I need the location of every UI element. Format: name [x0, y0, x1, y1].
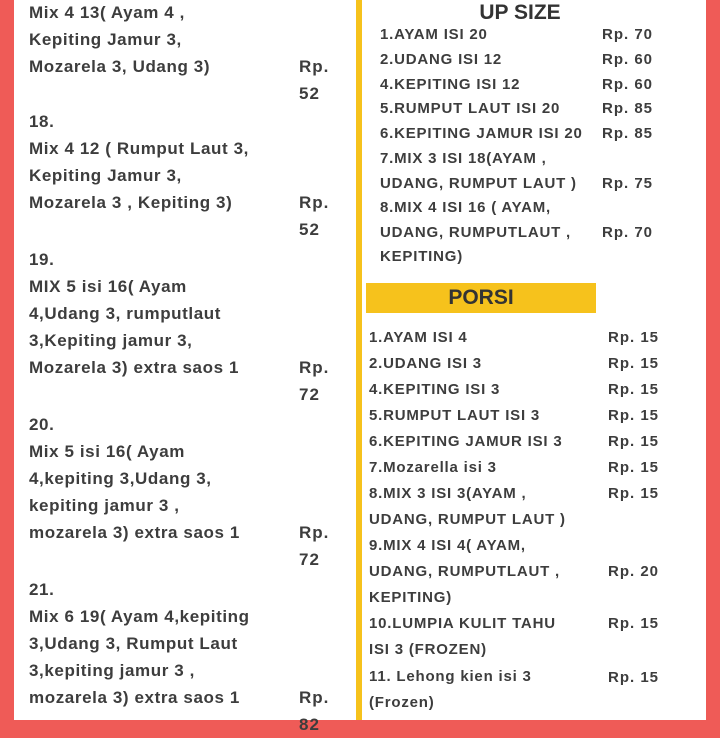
combo-description-line: kepiting jamur 3 , [29, 496, 180, 515]
porsi-item-price: Rp. 15 [608, 407, 660, 424]
porsi-item-line: KEPITING) [369, 589, 453, 606]
combo-number: 20. [29, 415, 55, 434]
upsize-title: UP SIZE [479, 1, 561, 24]
combo-description-line: 3,Kepiting jamur 3, [29, 331, 193, 350]
combo-description-line: 4,Udang 3, rumputlaut [29, 304, 222, 323]
porsi-item-line: 6.KEPITING JAMUR ISI 3 [369, 433, 563, 450]
combo-description-line: MIX 5 isi 16( Ayam [29, 277, 187, 296]
porsi-title: PORSI [448, 286, 514, 309]
porsi-item-line: 9.MIX 4 ISI 4( AYAM, [369, 537, 526, 554]
upsize-item-line: 6.KEPITING JAMUR ISI 20 [380, 125, 583, 142]
porsi-item-line: 4.KEPITING ISI 3 [369, 381, 501, 398]
combo-entry [29, 576, 349, 734]
combo-description-line: 4,kepiting 3,Udang 3, [29, 469, 212, 488]
porsi-item-line: 5.RUMPUT LAUT ISI 3 [369, 407, 541, 424]
combo-entry [29, 0, 349, 103]
combo-description-line: mozarela 3) extra saos 1 [29, 688, 240, 707]
combo-description-line: Mozarela 3) extra saos 1 [29, 358, 239, 377]
porsi-item-price: Rp. 15 [608, 381, 660, 398]
porsi-item-line: UDANG, RUMPUTLAUT , [369, 563, 561, 580]
combo-entry [29, 108, 349, 239]
combo-description-line: Mix 4 12 ( Rumput Laut 3, [29, 139, 249, 158]
upsize-item-line: 4.KEPITING ISI 12 [380, 76, 521, 93]
upsize-item-line: KEPITING) [380, 248, 464, 265]
upsize-item-price: Rp. 60 [602, 76, 654, 93]
porsi-item-line: 11. Lehong kien isi 3 [369, 668, 532, 685]
porsi-item-line: 8.MIX 3 ISI 3(AYAM , [369, 485, 527, 502]
upsize-item-price: Rp. 85 [602, 100, 654, 117]
combo-number: 21. [29, 580, 55, 599]
combo-description-line: Mix 5 isi 16( Ayam [29, 442, 185, 461]
porsi-item-price: Rp. 15 [608, 329, 660, 346]
combo-description-line: Kepiting Jamur 3, [29, 166, 182, 185]
porsi-item-price: Rp. 15 [608, 355, 660, 372]
combo-description-line: Mozarela 3 , Kepiting 3) [29, 193, 233, 212]
combo-description-line: Mozarela 3, Udang 3) [29, 57, 211, 76]
porsi-item-line: (Frozen) [369, 694, 435, 711]
combo-price: Rp. 82 [299, 688, 330, 734]
porsi-item-price: Rp. 20 [608, 563, 660, 580]
combo-price: Rp. 52 [299, 57, 330, 103]
combo-description-line: Mix 4 13( Ayam 4 , [29, 3, 185, 22]
porsi-item-price: Rp. 15 [608, 459, 660, 476]
porsi-item-price: Rp. 15 [608, 669, 660, 686]
upsize-item-price: Rp. 85 [602, 125, 654, 142]
upsize-item-line: 2.UDANG ISI 12 [380, 51, 503, 68]
porsi-item-line: 10.LUMPIA KULIT TAHU [369, 615, 556, 632]
porsi-item-line: ISI 3 (FROZEN) [369, 641, 487, 658]
porsi-item-line: 7.Mozarella isi 3 [369, 459, 497, 476]
porsi-item-line: 2.UDANG ISI 3 [369, 355, 482, 372]
upsize-item-price: Rp. 70 [602, 26, 654, 43]
combo-description-line: mozarela 3) extra saos 1 [29, 523, 240, 542]
upsize-item-line: 7.MIX 3 ISI 18(AYAM , [380, 150, 547, 167]
combo-description-line: Mix 6 19( Ayam 4,kepiting [29, 607, 250, 626]
combo-description-line: 3,kepiting jamur 3 , [29, 661, 195, 680]
combo-description-line: Kepiting Jamur 3, [29, 30, 182, 49]
combo-description-line: 3,Udang 3, Rumput Laut [29, 634, 238, 653]
combo-price: Rp. 72 [299, 358, 330, 404]
left-menu-panel [14, 0, 356, 734]
upsize-item-line: 8.MIX 4 ISI 16 ( AYAM, [380, 199, 551, 216]
combo-entry [29, 411, 349, 569]
upsize-item-line: 5.RUMPUT LAUT ISI 20 [380, 100, 561, 117]
combo-entry [29, 246, 349, 404]
combo-number: 19. [29, 250, 55, 269]
porsi-item-line: UDANG, RUMPUT LAUT ) [369, 511, 566, 528]
upsize-item-line: UDANG, RUMPUTLAUT , [380, 223, 572, 241]
combo-number: 18. [29, 112, 55, 131]
porsi-item-price: Rp. 15 [608, 433, 660, 450]
porsi-item-line: 1.AYAM ISI 4 [369, 329, 468, 346]
porsi-item-price: Rp. 15 [608, 615, 660, 632]
porsi-item-price: Rp. 15 [608, 485, 660, 502]
upsize-item-price: Rp. 75 [602, 174, 654, 192]
right-menu-panel [362, 0, 706, 720]
upsize-item-line: 1.AYAM ISI 20 [380, 26, 488, 43]
combo-price: Rp. 72 [299, 523, 330, 569]
upsize-item-line: UDANG, RUMPUT LAUT ) [380, 174, 577, 192]
upsize-item-price: Rp. 70 [602, 223, 654, 241]
upsize-item-price: Rp. 60 [602, 51, 654, 68]
combo-price: Rp. 52 [299, 193, 330, 239]
